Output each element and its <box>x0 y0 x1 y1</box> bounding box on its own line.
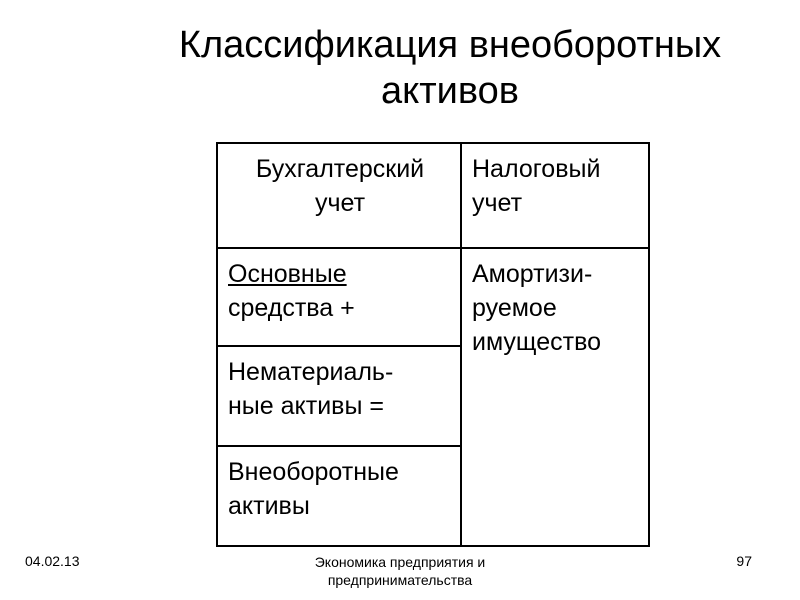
cell-intangible-assets <box>217 346 461 446</box>
cell-noncurrent-assets <box>217 446 461 546</box>
header-tax-line-1: Налоговый <box>472 155 601 183</box>
slide-title <box>100 22 800 114</box>
header-tax-line-2: учет <box>472 189 523 217</box>
cell-fixed-assets-line-1: Основные <box>228 260 347 288</box>
table-header-row <box>217 143 649 248</box>
cell-fixed-assets-line-2: средства + <box>228 294 355 322</box>
header-tax <box>461 143 649 248</box>
slide-title-line-1: Классификация внеоборотных <box>178 24 722 66</box>
slide-title-line-2: активов <box>381 70 519 112</box>
footer-course-line-2: предпринимательства <box>327 572 473 588</box>
table-row <box>217 248 649 346</box>
cell-fixed-assets <box>217 248 461 346</box>
cell-depreciable-line-1: Амортизи- <box>472 260 593 288</box>
cell-depreciable-property <box>461 248 649 546</box>
classification-table <box>216 142 650 547</box>
header-accounting-line-1: Бухгалтерский <box>255 155 425 183</box>
footer-course-line-1: Экономика предприятия и <box>314 554 486 570</box>
cell-depreciable-line-2: руемое <box>472 294 557 322</box>
cell-depreciable-line-3: имущество <box>472 328 601 356</box>
footer-course <box>260 553 540 589</box>
cell-noncurrent-line-1: Внеоборотные <box>228 458 399 486</box>
cell-intangible-line-2: ные активы = <box>228 392 384 420</box>
footer-page-number: 97 <box>736 553 752 569</box>
header-accounting-line-2: учет <box>314 189 366 217</box>
cell-noncurrent-line-2: активы <box>228 492 310 520</box>
cell-intangible-line-1: Нематериаль- <box>228 358 394 386</box>
header-accounting <box>217 143 461 248</box>
footer-date: 04.02.13 <box>25 553 80 569</box>
